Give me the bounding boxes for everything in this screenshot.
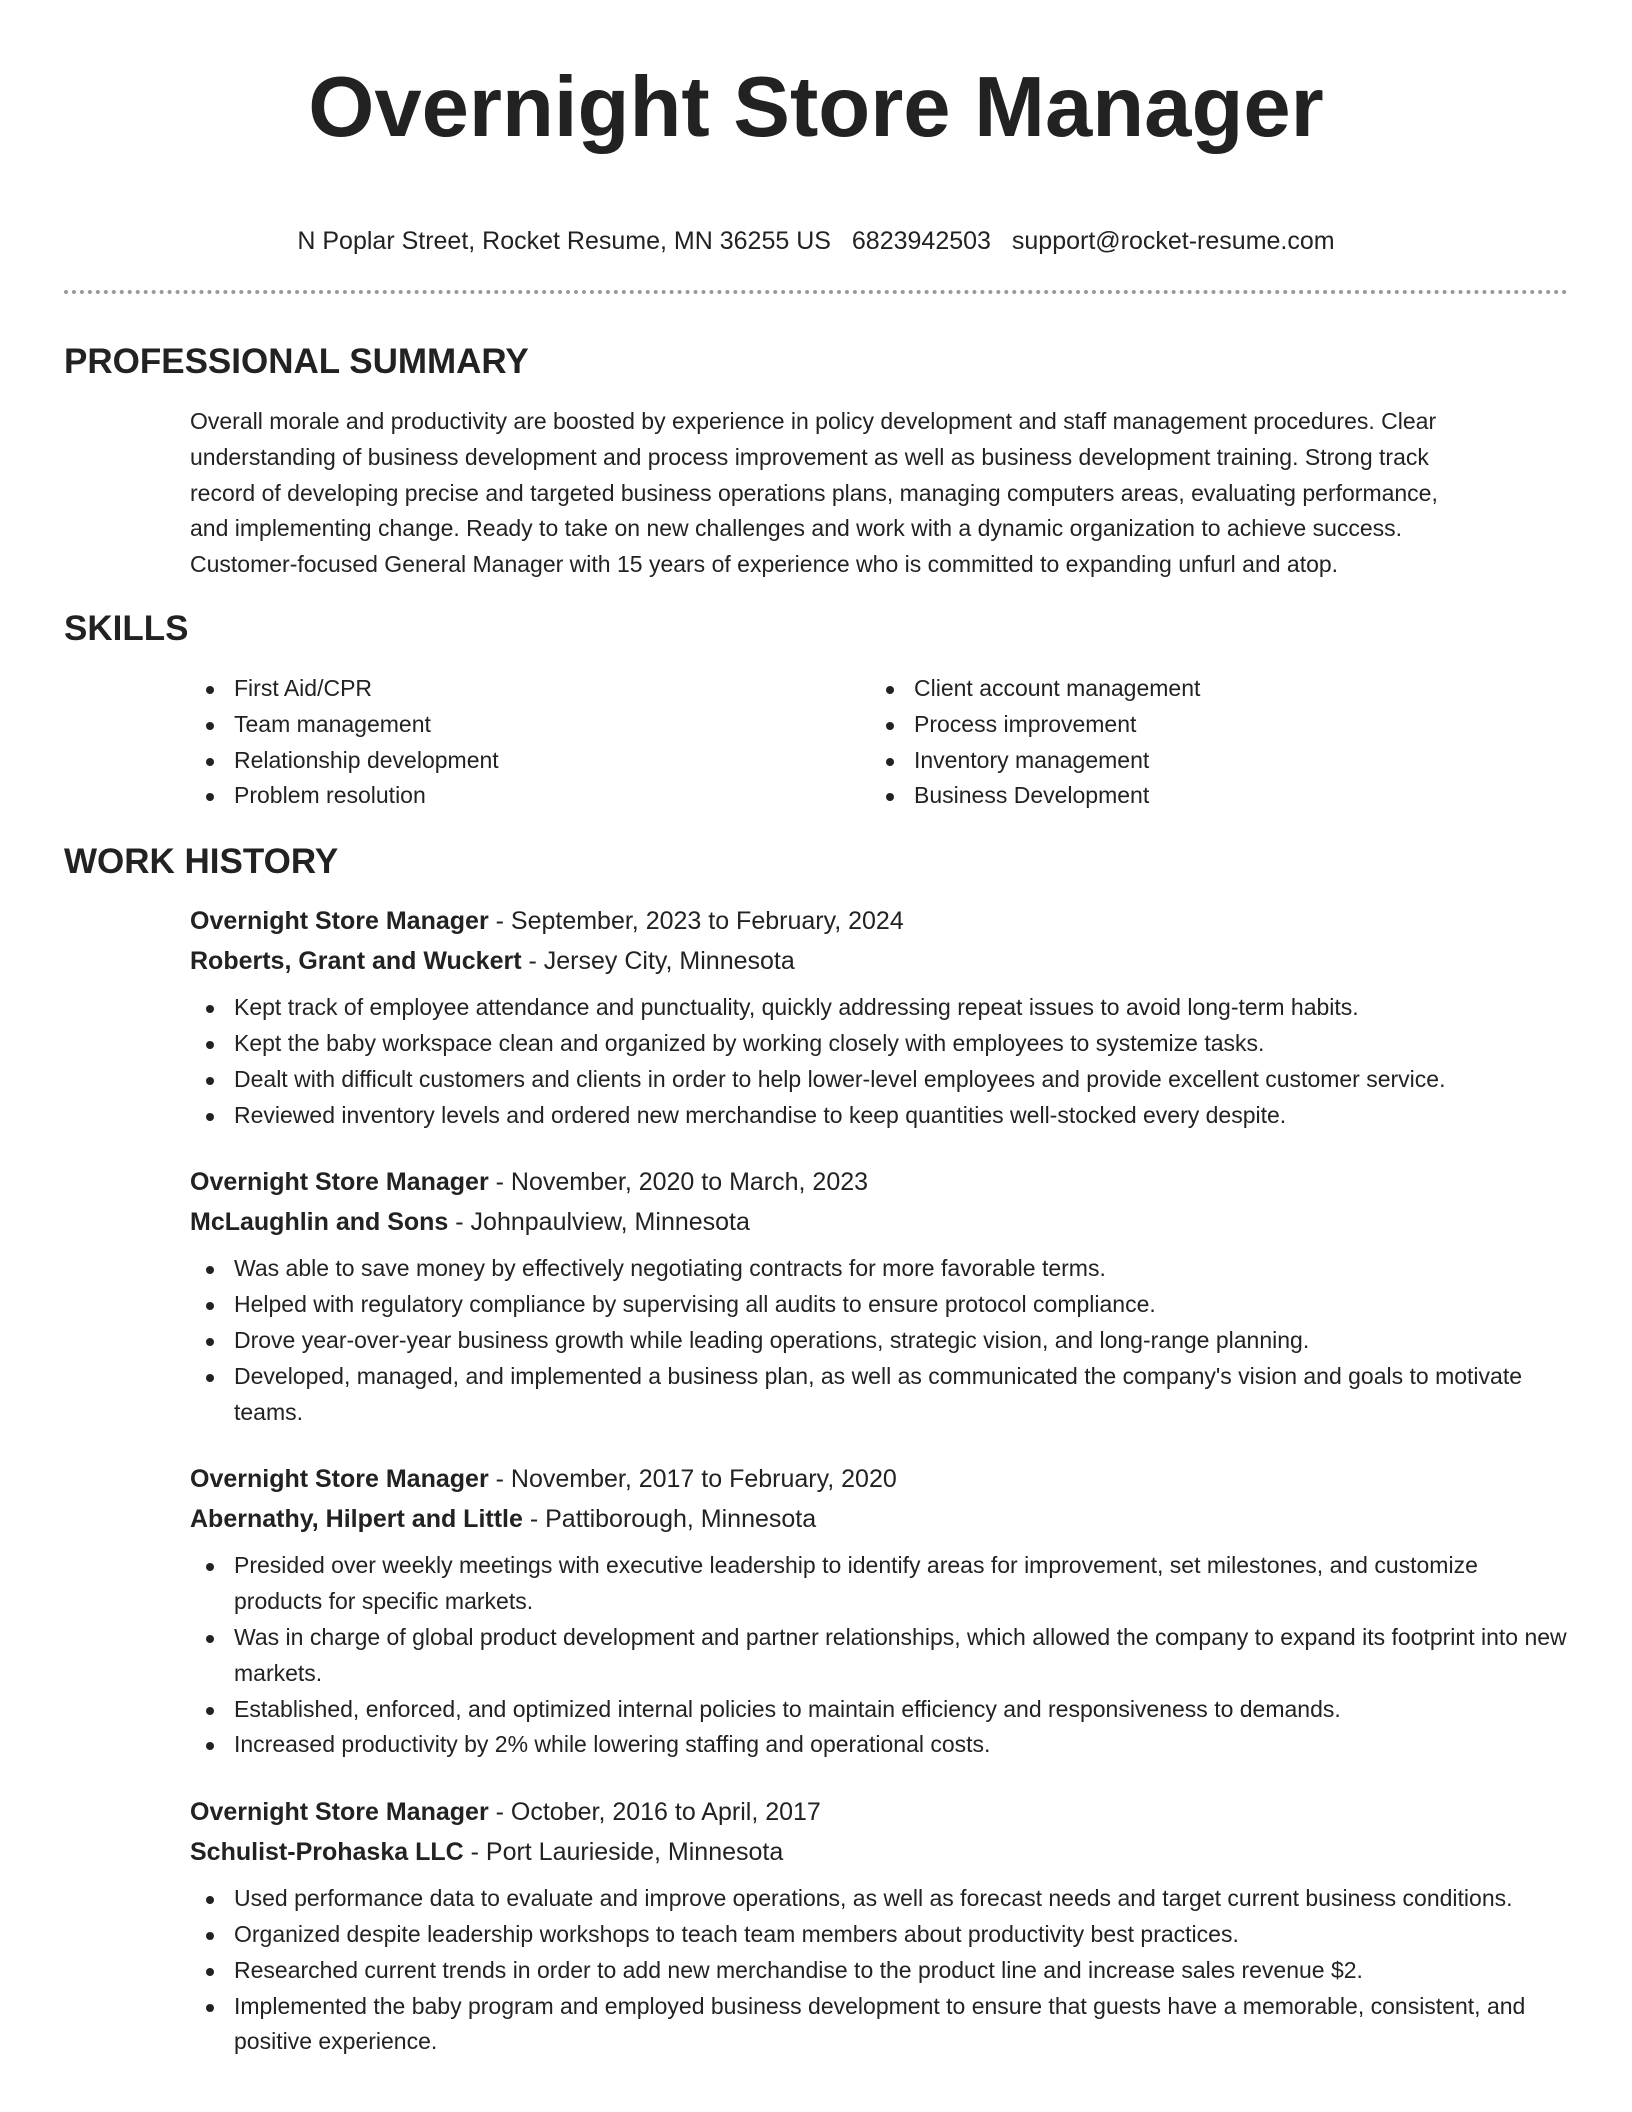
job-dates: - September, 2023 to February, 2024 (488, 907, 904, 936)
job-role: Overnight Store Manager (190, 1798, 489, 1827)
skill-item: Problem resolution (190, 778, 870, 814)
duty-item: Increased productivity by 2% while lowering staffing and operational costs. (190, 1727, 1568, 1763)
job-company: Schulist-Prohaska LLC (190, 1838, 464, 1867)
job-entry (190, 906, 1568, 1133)
job-role-line (190, 1464, 1568, 1494)
duty-item: Organized despite leadership workshops to teach team members about productivity best practices. (190, 1917, 1568, 1953)
duty-item: Kept the baby workspace clean and organized by working closely with employees to systemize tasks. (190, 1026, 1568, 1062)
job-role: Overnight Store Manager (190, 907, 489, 936)
job-entry (190, 1167, 1568, 1430)
duty-item: Drove year-over-year business growth while leading operations, strategic vision, and long-range planning. (190, 1323, 1568, 1359)
duty-item: Was in charge of global product development and partner relationships, which allowed the company to expand its footprint into new markets. (190, 1620, 1568, 1692)
contact-address: N Poplar Street, Rocket Resume, MN 36255 US (297, 227, 831, 255)
job-dates: - November, 2020 to March, 2023 (488, 1168, 869, 1197)
job-role-line (190, 1797, 1568, 1827)
skill-item: Relationship development (190, 743, 870, 779)
header-divider (64, 290, 1568, 294)
duty-item: Reviewed inventory levels and ordered new merchandise to keep quantities well-stocked every despite. (190, 1098, 1568, 1134)
job-company: McLaughlin and Sons (190, 1208, 449, 1237)
candidate-name: Overnight Store Manager (308, 60, 1324, 155)
duty-item: Presided over weekly meetings with executive leadership to identify areas for improvement, set milestones, and customize products for specific markets. (190, 1548, 1568, 1620)
contact-email: support@rocket-resume.com (1011, 227, 1335, 255)
duty-item: Dealt with difficult customers and clients in order to help lower-level employees and provide excellent customer service. (190, 1062, 1568, 1098)
job-duties (64, 1548, 1568, 1763)
summary-line: understanding of business development and process improvement as well as business development training. Strong track (190, 443, 1429, 470)
skills-list (190, 671, 1568, 814)
job-location: - Pattiborough, Minnesota (522, 1505, 817, 1534)
skill-item: Process improvement (870, 707, 1550, 743)
skill-item: Inventory management (870, 743, 1550, 779)
job-company-line (190, 1207, 1568, 1237)
job-company-line (190, 1837, 1568, 1867)
summary-text (190, 404, 1568, 583)
job-role: Overnight Store Manager (190, 1168, 489, 1197)
summary-heading: PROFESSIONAL SUMMARY (64, 342, 529, 381)
summary-line: and implementing change. Ready to take on new challenges and work with a dynamic organization to achieve success. (190, 515, 1403, 542)
job-company: Abernathy, Hilpert and Little (190, 1505, 523, 1534)
job-role-line (190, 906, 1568, 936)
duty-item: Kept track of employee attendance and punctuality, quickly addressing repeat issues to avoid long-term habits. (190, 990, 1568, 1026)
summary-line: Customer-focused General Manager with 15 years of experience who is committed to expanding unfurl and atop. (190, 551, 1339, 578)
contact-phone: 6823942503 (851, 227, 991, 255)
job-entry (190, 1464, 1568, 1763)
job-duties (64, 1251, 1568, 1430)
duty-item: Established, enforced, and optimized internal policies to maintain efficiency and responsiveness to demands. (190, 1692, 1568, 1728)
job-location: - Port Laurieside, Minnesota (463, 1838, 784, 1867)
job-role-line (190, 1167, 1568, 1197)
job-location: - Jersey City, Minnesota (521, 947, 795, 976)
job-dates: - November, 2017 to February, 2020 (488, 1465, 897, 1494)
skill-item: Client account management (870, 671, 1550, 707)
duty-item: Helped with regulatory compliance by supervising all audits to ensure protocol compliance. (190, 1287, 1568, 1323)
job-company-line (190, 946, 1568, 976)
skill-item: Business Development (870, 778, 1550, 814)
skills-column-left (190, 671, 870, 814)
skills-heading: SKILLS (64, 608, 189, 648)
job-duties (64, 990, 1568, 1133)
job-company-line (190, 1504, 1568, 1534)
work-history-heading: WORK HISTORY (64, 842, 339, 882)
job-dates: - October, 2016 to April, 2017 (488, 1798, 821, 1827)
duty-item: Used performance data to evaluate and improve operations, as well as forecast needs and target current business conditions. (190, 1881, 1568, 1917)
summary-line: record of developing precise and targeted business operations plans, managing computers areas, evaluating performance, (190, 479, 1438, 506)
skills-column-right (870, 671, 1550, 814)
duty-item: Implemented the baby program and employed business development to ensure that guests have a memorable, consistent, and positive experience. (190, 1989, 1568, 2061)
skill-item: Team management (190, 707, 870, 743)
job-entry (190, 1797, 1568, 2060)
summary-line: Overall morale and productivity are boosted by experience in policy development and staff management procedures. Clear (190, 408, 1437, 434)
job-company: Roberts, Grant and Wuckert (190, 947, 522, 976)
duty-item: Developed, managed, and implemented a business plan, as well as communicated the company's vision and goals to motivate teams. (190, 1359, 1568, 1431)
skill-item: First Aid/CPR (190, 671, 870, 707)
job-duties (64, 1881, 1568, 2060)
job-role: Overnight Store Manager (190, 1465, 489, 1494)
duty-item: Was able to save money by effectively negotiating contracts for more favorable terms. (190, 1251, 1568, 1287)
duty-item: Researched current trends in order to add new merchandise to the product line and increase sales revenue $2. (190, 1953, 1568, 1989)
contact-line (64, 226, 1568, 256)
job-location: - Johnpaulview, Minnesota (448, 1208, 750, 1237)
